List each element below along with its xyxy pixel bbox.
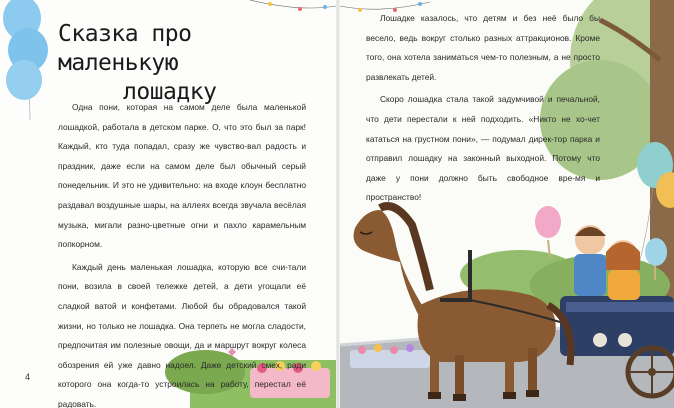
balloon [6,60,42,100]
paragraph: Каждый день маленькая лошадка, которую все счи-тали пони, возила в своей тележке детей, а дети угощали её сладкой ватой и конфетами. Любой бы обрадовался такой жизни, но только не лошадка. Она терпеть не могла сладости, предпочитая им полезные овощи, да и маршрут вокруг колеса обозрения ей уже давно надоел. Даже детский смех, ради которого она когда-то устроилась на работу, перестал её радовать. [58,261,306,408]
right-page-text [366,9,600,211]
paragraph: Лошадке казалось, что детям и без неё было бы весело, ведь вокруг столько разных аттракционов. Кроме того, она хотела заниматься чем-то полезным, а не просто развлекать детей. [366,13,600,82]
book-gutter [336,0,340,408]
story-title-line2: лошадку [123,79,217,105]
cotton-candy [645,238,667,266]
paragraph: Одна пони, которая на самом деле была маленькой лошадкой, работала в детском парке. О, что это был за парк! Каждый, кто туда попадал, сразу же чувство-вал радость и праздник, даже если на самом деле был обычный серый понедельник. И это не удивительно: на входе клоун бесплатно раздавал воздушные шары, на аллеях всегда звучала весёлая музыка, мигали разно-цветные огни и пахло карамельным попкорном. [58,102,306,250]
left-page-text [58,98,306,408]
story-title [58,20,298,107]
story-title-line1: Сказка про маленькую [58,21,192,76]
page-number: 4 [25,372,31,382]
paragraph: Скоро лошадка стала такой задумчивой и печальной, что дети перестали к ней подходить. «Никто не хо-чет кататься на грустном пони», — подумал дирек-тор парка и отправил лошадку на законный выходной. Потому что даже у пони должно быть свободное вре-мя и пространство! [366,94,600,203]
